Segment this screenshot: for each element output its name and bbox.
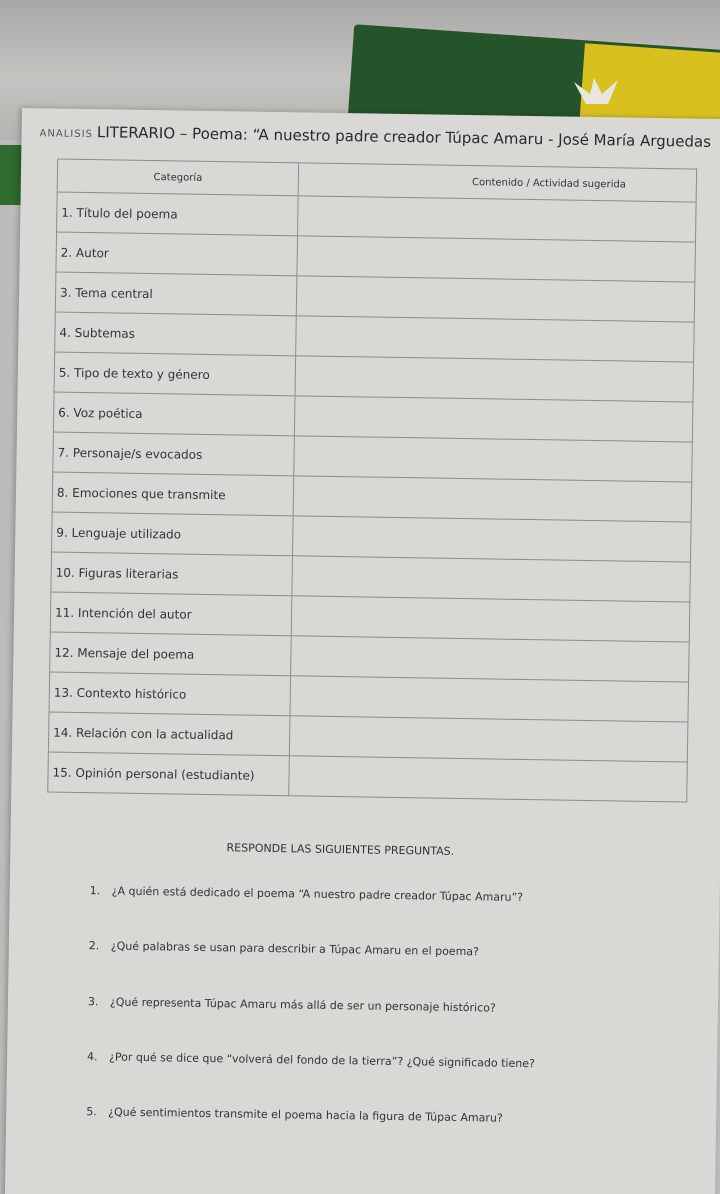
- question-text: ¿Qué sentimientos transmite el poema hacia la figura de Túpac Amaru?: [108, 1105, 503, 1125]
- worksheet-paper: [5, 108, 720, 1194]
- title-stamp: ANALISIS: [39, 128, 94, 141]
- question-item: [86, 1105, 503, 1125]
- question-number: 4.: [87, 1050, 98, 1064]
- row-category: 13. Contexto histórico: [49, 672, 291, 716]
- header-content: Contenido / Actividad sugerida: [298, 163, 696, 202]
- worksheet-title: [39, 122, 720, 151]
- question-item: [90, 884, 524, 904]
- row-category: 9. Lenguaje utilizado: [52, 512, 294, 556]
- folder-logo-icon: [572, 74, 622, 118]
- row-category: 10. Figuras literarias: [51, 552, 293, 596]
- header-category: Categoría: [57, 159, 298, 196]
- question-item: [88, 995, 496, 1014]
- row-category: 4. Subtemas: [55, 312, 297, 356]
- row-answer-cell[interactable]: [296, 276, 695, 322]
- row-answer-cell[interactable]: [289, 756, 688, 802]
- title-text: LITERARIO – Poema: “A nuestro padre creador Túpac Amaru - José María Arguedas: [96, 123, 712, 151]
- question-number: 1.: [89, 884, 101, 898]
- respond-heading: RESPONDE LAS SIGUIENTES PREGUNTAS.: [226, 841, 455, 858]
- green-cover-edge: [0, 145, 22, 205]
- question-number: 2.: [88, 939, 100, 953]
- row-answer-cell[interactable]: [291, 596, 690, 642]
- question-text: ¿A quién está dedicado el poema “A nuestro padre creador Túpac Amaru”?: [111, 884, 524, 904]
- row-category: 11. Intención del autor: [50, 592, 292, 636]
- row-answer-cell[interactable]: [290, 676, 689, 722]
- row-answer-cell[interactable]: [293, 476, 692, 522]
- row-answer-cell[interactable]: [298, 196, 697, 242]
- question-item: [87, 1050, 535, 1070]
- question-text: ¿Qué palabras se usan para describir a Túpac Amaru en el poema?: [110, 939, 480, 959]
- question-number: 3.: [87, 995, 99, 1009]
- question-text: ¿Por qué se dice que “volverá del fondo de la tierra”? ¿Qué significado tiene?: [109, 1050, 535, 1071]
- row-answer-cell[interactable]: [292, 516, 691, 562]
- row-answer-cell[interactable]: [295, 356, 694, 402]
- row-category: 7. Personaje/s evocados: [53, 432, 295, 476]
- row-category: 5. Tipo de texto y género: [54, 352, 296, 396]
- row-answer-cell[interactable]: [289, 716, 688, 762]
- row-category: 1. Título del poema: [57, 192, 299, 236]
- question-number: 5.: [86, 1105, 97, 1119]
- row-category: 6. Voz poética: [53, 392, 295, 436]
- analysis-table: [47, 159, 697, 803]
- row-category: 2. Autor: [56, 232, 298, 276]
- row-category: 8. Emociones que transmite: [52, 472, 294, 516]
- row-answer-cell[interactable]: [297, 236, 696, 282]
- row-category: 3. Tema central: [55, 272, 297, 316]
- row-answer-cell[interactable]: [292, 556, 691, 602]
- row-category: 15. Opinión personal (estudiante): [48, 752, 290, 796]
- row-answer-cell[interactable]: [296, 316, 695, 362]
- question-item: [89, 939, 479, 958]
- row-category: 14. Relación con la actualidad: [48, 712, 290, 756]
- row-answer-cell[interactable]: [294, 436, 693, 482]
- row-answer-cell[interactable]: [291, 636, 690, 682]
- question-text: ¿Qué representa Túpac Amaru más allá de ser un personaje histórico?: [109, 995, 496, 1015]
- row-answer-cell[interactable]: [294, 396, 693, 442]
- row-category: 12. Mensaje del poema: [50, 632, 292, 676]
